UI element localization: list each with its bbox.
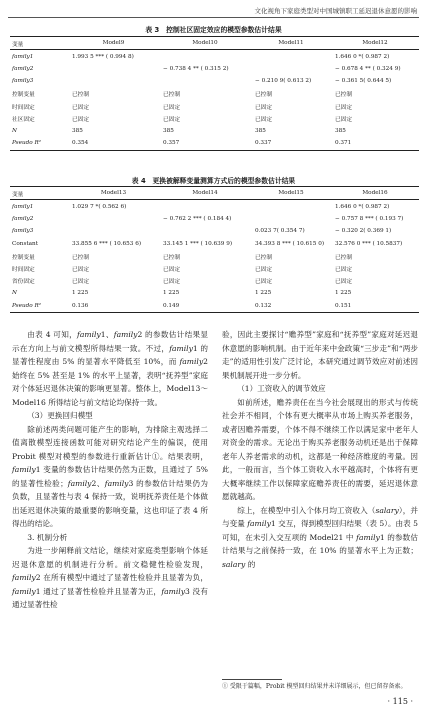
section-heading: （3）更换回归模型 [27,411,93,420]
table-cell: − 0.210 9( 0.613 2) [255,78,312,85]
table-cell: 已固定 [335,104,353,111]
table-cell: 已固定 [335,117,353,124]
right-text-column [222,328,418,571]
table-cell [251,200,331,213]
table-row [10,137,419,150]
table-cell: 已固定 [72,279,90,286]
table-cell [68,75,159,87]
table-row [10,88,419,100]
table-header-cell: Model11 [251,37,331,50]
table-cell: − 0.361 5( 0.644 5) [335,78,392,85]
table-header-cell: Model15 [251,187,331,200]
table-cell: − 0.738 4 ** ( 0.315 2) [163,65,229,72]
table-cell: 1 225 [255,290,272,297]
row-label: family2 [12,65,34,72]
row-label: family3 [12,78,34,85]
table-header-cell: Model9 [68,37,159,50]
table-row [10,213,419,225]
table-cell: 已控制 [163,92,181,99]
table-cell: 385 [72,127,83,134]
table-header-cell: 变量 [10,37,68,50]
section-heading: （1）工资收入的调节效应 [237,384,326,393]
table-cell: 0.151 [331,300,419,313]
body-paragraph: 验，因此主要探讨“赡养型”家庭和“抚养型”家庭对延迟退休意愿的影响机制。由于近年来中金政策“三步走”和“两步走”的适用性引发广泛讨论，本研究通过调节效应对前述因果机制展开进一步分析。 [222,330,418,380]
row-label: N [12,290,17,297]
table-cell: 已固定 [255,117,273,124]
table-cell: 0.132 [251,300,331,313]
table-cell: 1 225 [72,290,89,297]
table-cell: 385 [163,127,174,134]
table-cell [159,75,251,87]
table-cell: 32.576 0 *** ( 10.5837) [335,240,403,247]
table-cell: 0.023 7( 0.354 7) [255,228,305,235]
table-cell: 已固定 [255,279,273,286]
section-heading: 3. 机制分析 [27,532,68,542]
table-cell: 已控制 [255,254,273,261]
table4-title: 表 4 更换被解释变量测算方式后的模型参数估计结果 [131,177,296,185]
table-cell: 1 225 [335,290,352,297]
table-header-cell: Model12 [331,37,419,50]
table-cell: 已固定 [255,104,273,111]
table-cell [251,213,331,225]
table-cell: 0.149 [159,300,251,313]
table-cell [159,225,251,237]
table3 [10,36,419,151]
table-cell: 0.337 [251,137,331,150]
table-row [10,112,419,124]
table-cell: 1.646 0 *( 0.987 2) [335,203,390,210]
row-label: family2 [12,215,34,222]
table-cell: − 0.320 2( 0.369 1) [335,228,392,235]
table-header-cell: Model14 [159,187,251,200]
header-rule [8,17,419,18]
row-label: Pseudo R² [10,300,68,313]
table-header-cell: Model10 [159,37,251,50]
table-cell: 1.646 0 *( 0.987 2) [335,53,390,60]
table-row [10,275,419,287]
table-cell: 已固定 [255,267,273,274]
table-header-row [10,187,419,200]
body-paragraph: 除前述两类问题可能产生的影响，为排除主观选择二值离散模型连接函数可能对研究结论产生的偏误，使用 Probit 模型对模型的参数进行重新估计①。结果表明，family1 变量的参数估计结果仍然为正数，且通过了 5% 的显著性检验；family2、family3 的参数估计结果仍为负数，且显著性与表 4 保持一致，说明抚养责任是个体做出延迟退休决策的最重要的影响变量，这也印证了表 4 所得出的结论。 [12,424,208,528]
left-text-column [12,328,208,612]
table-cell: 0.136 [68,300,159,313]
table-cell: 34.393 8 *** ( 10.615 0) [255,240,325,247]
row-label: N [12,127,17,134]
table-cell: 已固定 [72,267,90,274]
table-row [10,63,419,75]
row-label: 省份固定 [12,279,35,286]
table-cell: 0.354 [68,137,159,150]
table-row [10,262,419,274]
table-row [10,75,419,87]
table-cell [68,213,159,225]
table-cell: 385 [335,127,346,134]
table-cell: 已固定 [72,104,90,111]
table-cell: 1.993 5 *** ( 0.994 8) [72,53,134,60]
table-cell: 已固定 [335,267,353,274]
table-cell [68,225,159,237]
table-row [10,50,419,63]
table-row [10,287,419,299]
row-label: 控制变量 [12,92,35,99]
footnote: ① 受限于篇幅，Probit 模型回归结果并未详细展示，但已留存备索。 [222,683,407,690]
table-cell: 已控制 [255,92,273,99]
table-cell: − 0.762 2 *** ( 0.184 4) [163,215,232,222]
page-number: · 115 · [387,697,413,706]
body-paragraph: 为进一步阐释前文结论，继续对家庭类型影响个体延迟退休意愿的机制进行分析。前文稳健性检验发现，family2 在所有模型中通过了显著性检验并且显著为负，family1 通过了显著性检验并且显著为正，family3 没有通过显著性检 [12,546,208,609]
body-paragraph: 由表 4 可知，family1、family2 的参数估计结果显示在方向上与前文模型所得结果一致。不过，family1 的显著性程度由 5% 的显著水平降低至 10%，而 family2 始终在 5% 甚至是 1% 的水平上显著，表明“抚养型”家庭对个体延迟退休决策的影响更显著。整体上，Model13～Model16 所得结论与前文结论均保持一致。 [12,330,208,407]
table-cell: 33.145 1 *** ( 10.639 9) [163,240,233,247]
table-cell: 已固定 [163,104,181,111]
row-label: family1 [12,53,34,60]
table-cell: 1.029 7 *( 0.562 6) [72,203,127,210]
table-cell: 已控制 [72,254,90,261]
table-row [10,250,419,262]
table-row [10,200,419,213]
table-cell: − 0.757 8 *** ( 0.193 7) [335,215,404,222]
table-cell [251,50,331,63]
table-row [10,238,419,250]
table-cell [68,63,159,75]
row-label: 控制变量 [12,254,35,261]
table-row [10,225,419,237]
table-cell [251,63,331,75]
table-cell: 已固定 [335,279,353,286]
row-label: 时间固定 [12,104,35,111]
table-row [10,300,419,313]
table-cell: 385 [255,127,266,134]
table-cell: 已控制 [335,254,353,261]
table-cell: 已固定 [163,279,181,286]
table-cell: 已控制 [335,92,353,99]
body-paragraph: 综上，在模型中引入个体月均工资收入（salary），并与变量 family1 交互，得到模型回归结果（表 5）。由表 5 可知，在未引入交互项的 Model21 中 family1 的参数估计结果与之前保持一致，在 10% 的显著水平上为正数；salary 的 [222,505,419,569]
table-cell: 已控制 [72,92,90,99]
footnote-rule [222,679,282,680]
running-head: 文化视角下家庭类型对中国城镇职工延迟退休意愿的影响 [254,7,417,15]
table3-title: 表 3 控制社区固定效应的模型参数估计结果 [145,26,282,34]
table-cell: 已固定 [163,117,181,124]
table-header-row [10,37,419,50]
table-header-cell: Model16 [331,187,419,200]
row-label: Pseudo R² [10,137,68,150]
row-label: 时间固定 [12,267,35,274]
row-label: 社区固定 [12,117,35,124]
table4 [10,186,419,313]
body-paragraph: 如前所述，赡养责任在当今社会展现出的形式与传统社会并不相同，个体有更大概率从市场上购买养老服务，或者因赡养需要，个体不得不继续工作以满足家中老年人对资金的需求。无论出于购买养老服务动机还是出于保障老年人养老需求的动机，这都是一种经济维度的考量。因此，一般而言，当个体工资收入水平越高时，个体将有更大概率继续工作以保障家庭赡养责任的需要，延迟退休意愿就越高。 [222,397,418,501]
table-row [10,100,419,112]
table-cell: − 0.678 4 ** ( 0.324 9) [335,65,401,72]
table-cell [159,50,251,63]
table-cell: 33.855 6 *** ( 10.653 6) [72,240,142,247]
table-row [10,125,419,137]
table-cell: 已控制 [163,254,181,261]
table-cell [159,200,251,213]
row-label: family1 [12,203,34,210]
row-label: family3 [12,228,34,235]
table-cell: 1 225 [163,290,180,297]
table-cell: 已固定 [72,117,90,124]
table-header-cell: Model13 [68,187,159,200]
table-cell: 0.357 [159,137,251,150]
table-cell: 0.371 [331,137,419,150]
row-label: Constant [12,240,38,247]
table-cell: 已固定 [163,267,181,274]
table-header-cell: 变量 [10,187,68,200]
